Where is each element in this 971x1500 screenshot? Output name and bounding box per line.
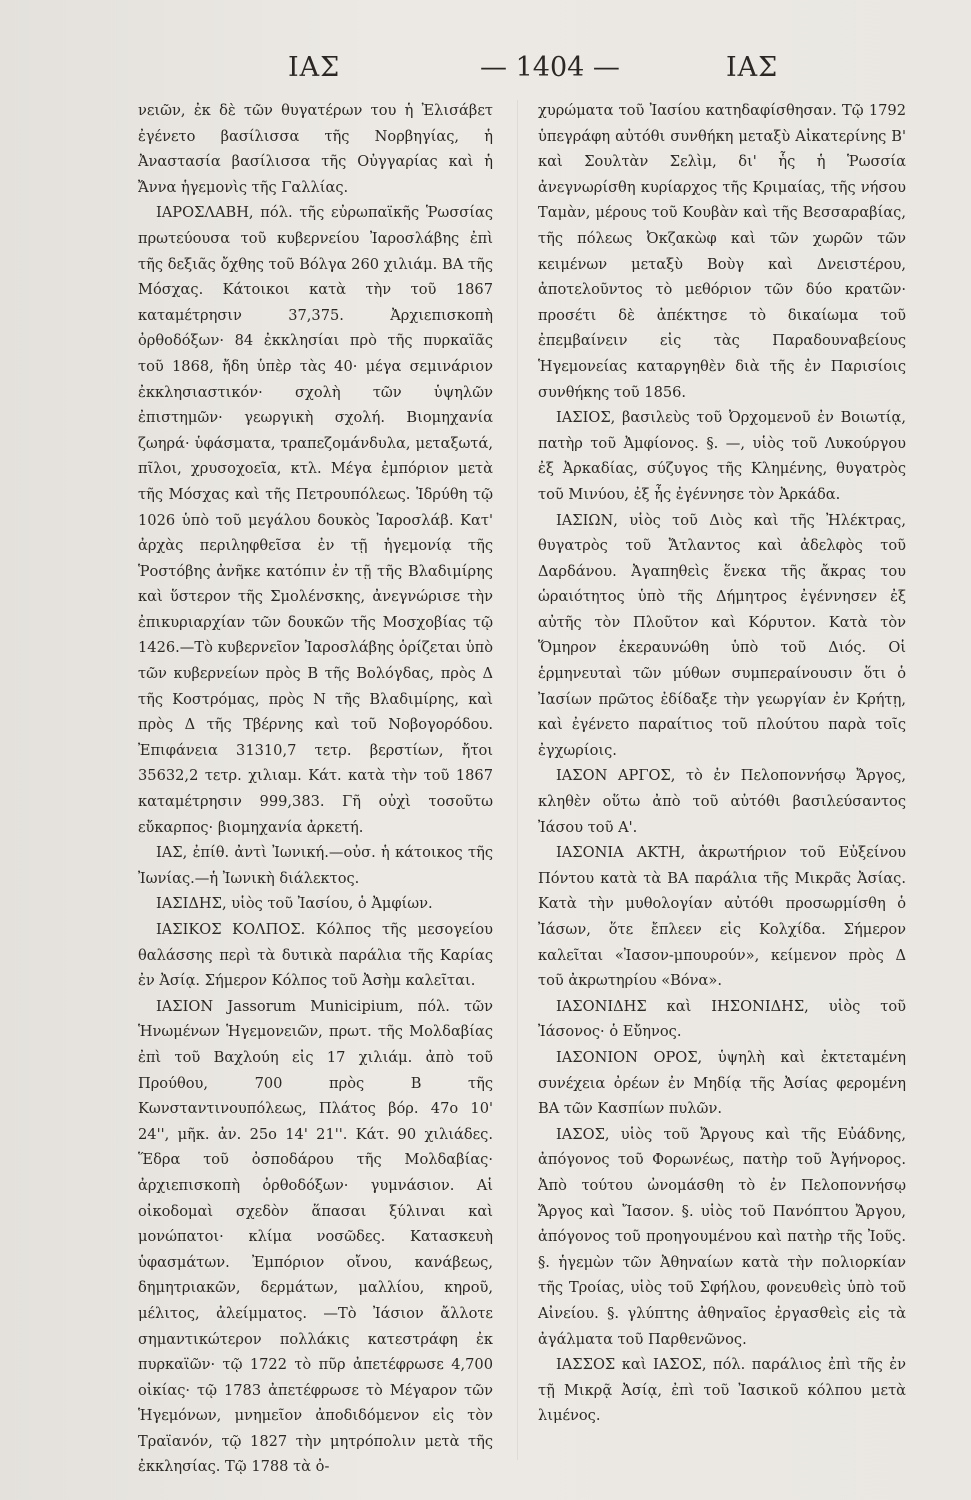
entry-iasos: ΙΑΣΟΣ, υἱὸς τοῦ Ἄργους καὶ τῆς Εὐάδνης, ἀπόγονος τοῦ Φορωνέως, πατὴρ τοῦ Ἀγήνορος. Ἀπὸ τούτου ὠνομάσθη τὸ ἐν Πελοποννήσῳ Ἄργος καὶ Ἴασον. §. υἱὸς τοῦ Πανόπτου Ἄργου, ἀπόγονος τοῦ προηγουμένου καὶ πατὴρ τῆς Ἰοῦς. §. ἡγεμὼν τῶν Ἀθηναίων κατὰ τὴν πολιορκίαν τῆς Τροίας, υἱὸς τοῦ Σφήλου, φονευθεὶς ὑπὸ τοῦ Αἰνείου. §. γλύπτης ἀθηναῖος ἐργασθεὶς εἰς τὰ ἀγάλματα τοῦ Παρθενῶνος. [538, 1125, 906, 1348]
entry-iasonia-akti: ΙΑΣΟΝΙΑ ΑΚΤΗ, ἀκρωτήριον τοῦ Εὐξείνου Πόντου κατὰ τὰ ΒΑ παράλια τῆς Μικρᾶς Ἀσίας. Κατὰ τὴν μυθολογίαν αὐτόθι προσωρμίσθη ὁ Ἰάσων, ὅτε ἔπλεεν εἰς Κολχίδα. Σήμερον καλεῖται «Ἰασον-μπουρούν», κείμενον πρὸς Δ τοῦ ἀκρωτηρίου «Βόνα». [538, 844, 906, 990]
entry-iasion-myth: ΙΑΣΙΩΝ, υἱὸς τοῦ Διὸς καὶ τῆς Ἠλέκτρας, θυγατρὸς τοῦ Ἄτλαντος καὶ ἀδελφὸς τοῦ Δαρδάνου. Ἀγαπηθεὶς ἕνεκα τῆς ἄκρας του ὡραιότητος ὑπὸ τῆς Δήμητρος ἐγέννησεν ἐξ αὐτῆς τὸν Πλοῦτον καὶ Κόρυτον. Κατὰ τὸν Ὅμηρον ἐκεραυνώθη ὑπὸ τοῦ Διός. Οἱ ἑρμηνευταὶ τῶν μύθων συμπεραίνουσιν ὅτι ὁ Ἰασίων πρῶτος ἐδίδαξε τὴν γεωργίαν ἐν Κρήτῃ, καὶ ἐγένετο παραίτιος τοῦ πλούτου παρὰ τοῖς ἐγχωρίοις. [538, 511, 906, 759]
entry-iasidis: ΙΑΣΙΔΗΣ, υἱὸς τοῦ Ἰασίου, ὁ Ἀμφίων. [156, 895, 433, 913]
entry-iasios: ΙΑΣΙΟΣ, βασιλεὺς τοῦ Ὀρχομενοῦ ἐν Βοιωτίᾳ, πατὴρ τοῦ Ἀμφίονος. §. —, υἱὸς τοῦ Λυκούργου ἐξ Ἀρκαδίας, σύζυγος τῆς Κλημένης, θυγατρὸς τοῦ Μινύου, ἐξ ἧς ἐγέννησε τὸν Ἀρκάδα. [538, 409, 906, 503]
entry-iasonion-oros: ΙΑΣΟΝΙΟΝ ΟΡΟΣ, ὑψηλὴ καὶ ἐκτεταμένη συνέχεια ὀρέων ἐν Μηδίᾳ τῆς Ἀσίας φερομένη ΒΑ τῶν Κασπίων πυλῶν. [538, 1048, 906, 1118]
column-divider [517, 100, 518, 1460]
page-header [0, 40, 971, 100]
left-column [138, 98, 493, 1480]
entry-iasion: ΙΑΣΙΟΝ Jassorum Municipium, πόλ. τῶν Ἡνωμένων Ἡγεμονειῶν, πρωτ. τῆς Μολδαβίας ἐπὶ τοῦ Βαχλούη εἰς 17 χιλιάμ. ἀπὸ τοῦ Προύθου, 700 πρὸς Β τῆς Κωνσταντινουπόλεως, Πλάτος βόρ. 47ο 10' 24'', μῆκ. ἀν. 25ο 14' 21''. Κάτ. 90 χιλιάδες. Ἕδρα τοῦ ὀσποδάρου τῆς Μολδαβίας· ἀρχιεπισκοπὴ ὀρθοδόξων· γυμνάσιον. Αἱ οἰκοδομαὶ σχεδὸν ἅπασαι ξύλιναι καὶ μονώπατοι· κλίμα νοσῶδες. Κατασκευὴ ὑφασμάτων. Ἐμπόριον οἴνου, κανάβεως, δημητριακῶν, δερμάτων, μαλλίου, κηροῦ, μέλιτος, ἀλείμματος. —Τὸ Ἰάσιον ἄλλοτε σημαντικώτερον πολλάκις κατεστράφη ἐκ πυρκαϊῶν· τῷ 1722 τὸ πῦρ ἀπετέφρωσε 4,700 οἰκίας· τῷ 1783 ἀπετέφρωσε τὸ Μέγαρον τῶν Ἡγεμόνων, μνημεῖον ἀποδιδόμενον εἰς τὸν Τραϊανόν, τῷ 1827 τὴν μητρόπολιν μετὰ τῆς ἐκκλησίας. Τῷ 1788 τὰ ὀ- [138, 997, 493, 1476]
entry-iasonidis: ΙΑΣΟΝΙΔΗΣ καὶ ΙΗΣΟΝΙΔΗΣ, υἱὸς τοῦ Ἰάσονος· ὁ Εὔηνος. [538, 997, 906, 1041]
entry-iassos: ΙΑΣΣΟΣ καὶ ΙΑΣΟΣ, πόλ. παράλιος ἐπὶ τῆς ἐν τῇ Μικρᾷ Ἀσίᾳ, ἐπὶ τοῦ Ἰασικοῦ κόλπου μετὰ λιμένος. [538, 1356, 906, 1425]
page-number: — 1404 — [480, 52, 620, 83]
running-head-left: ΙΑΣ [288, 52, 341, 83]
entry-ias: ΙΑΣ, ἐπίθ. ἀντὶ Ἰωνική.—οὐσ. ἡ κάτοικος τῆς Ἰωνίας.—ἡ Ἰωνικὴ διάλεκτος. [138, 844, 493, 887]
running-head-right: ΙΑΣ [726, 52, 779, 83]
entry-continuation-right: χυρώματα τοῦ Ἰασίου κατηδαφίσθησαν. Τῷ 1792 ὑπεγράφη αὐτόθι συνθήκη μεταξὺ Αἰκατερίνης Β' καὶ Σουλτὰν Σελὶμ, δι' ἧς ἡ Ῥωσσία ἀνεγνωρίσθη κυρίαρχος τῆς Κριμαίας, τῆς νήσου Ταμὰν, μέρους τοῦ Κουβὰν καὶ τῆς Βεσσαραβίας, τῆς πόλεως Ὀκζακὼφ καὶ τῶν χωρῶν τῶν κειμένων μεταξὺ Βοὺγ καὶ Δνειστέρου, ἀποτελοῦντος τὸ μεθόριον τῶν δύο κρατῶν· προσέτι δὲ ἀπέκτησε τὸ δικαίωμα τοῦ ἐπεμβαίνειν εἰς τὰς Παραδουναβείους Ἡγεμονείας καταργηθὲν διὰ τῆς ἐν Παρισίοις συνθήκης τοῦ 1856. [538, 102, 906, 401]
entry-continuation: νειῶν, ἐκ δὲ τῶν θυγατέρων του ἡ Ἐλισάβετ ἐγένετο βασίλισσα τῆς Νορβηγίας, ἡ Ἀναστασία βασίλισσα τῆς Οὐγγαρίας καὶ ἡ Ἄννα ἡγεμονὶς τῆς Γαλλίας. [138, 102, 493, 196]
entry-iaroslavi: ΙΑΡΟΣΛΑΒΗ, πόλ. τῆς εὐρωπαϊκῆς Ῥωσσίας πρωτεύουσα τοῦ κυβερνείου Ἰαροσλάβης ἐπὶ τῆς δεξιᾶς ὄχθης τοῦ Βόλγα 260 χιλιάμ. ΒΑ τῆς Μόσχας. Κάτοικοι κατὰ τὴν τοῦ 1867 καταμέτρησιν 37,375. Ἀρχιεπισκοπὴ ὀρθοδόξων· 84 ἐκκλησίαι πρὸ τῆς πυρκαϊᾶς τοῦ 1868, ἤδη ὑπὲρ τὰς 40· μέγα σεμινάριον ἐκκλησιαστικόν· σχολὴ τῶν ὑψηλῶν ἐπιστημῶν· γεωργικὴ σχολή. Βιομηχανία ζωηρά· ὑφάσματα, τραπεζομάνδυλα, μεταξωτά, πῖλοι, χρυσοχοεῖα, κτλ. Μέγα ἐμπόριον μετὰ τῆς Μόσχας καὶ τῆς Πετρουπόλεως. Ἱδρύθη τῷ 1026 ὑπὸ τοῦ μεγάλου δουκὸς Ἰαροσλάβ. Κατ' ἀρχὰς περιληφθεῖσα ἐν τῇ ἡγεμονίᾳ τῆς Ῥοστόβης ἀνῆκε κατόπιν ἐν τῇ τῆς Βλαδιμίρης καὶ ὕστερον τῆς Σμολένσκης, ἀνεγνώρισε τὴν ἐπικυριαρχίαν τῶν δουκῶν τῆς Μοσχοβίας τῷ 1426.—Τὸ κυβερνεῖον Ἰαροσλάβης ὁρίζεται ὑπὸ τῶν κυβερνείων πρὸς Β τῆς Βολόγδας, πρὸς Δ τῆς Κοστρόμας, πρὸς Ν τῆς Βλαδιμίρης, καὶ πρὸς Δ τῆς Τβέρνης καὶ τοῦ Νοβογορόδου. Ἐπιφάνεια 31310,7 τετρ. βερστίων, ἤτοι 35632,2 τετρ. χιλιαμ. Κάτ. κατὰ τὴν τοῦ 1867 καταμέτρησιν 999,383. Γῆ οὐχὶ τοσοῦτω εὔκαρπος· βιομηχανία ἀρκετή. [138, 204, 493, 836]
right-column [538, 98, 906, 1429]
entry-iason-argos: ΙΑΣΟΝ ΑΡΓΟΣ, τὸ ἐν Πελοποννήσῳ Ἄργος, κληθὲν οὕτω ἀπὸ τοῦ αὐτόθι βασιλεύσαντος Ἰάσου τοῦ Α'. [538, 767, 906, 836]
entry-iasikos-kolpos: ΙΑΣΙΚΟΣ ΚΟΛΠΟΣ. Κόλπος τῆς μεσογείου θαλάσσης περὶ τὰ δυτικὰ παράλια τῆς Καρίας ἐν Ἀσίᾳ. Σήμερον Κόλπος τοῦ Ἀσὴμ καλεῖται. [138, 921, 493, 990]
